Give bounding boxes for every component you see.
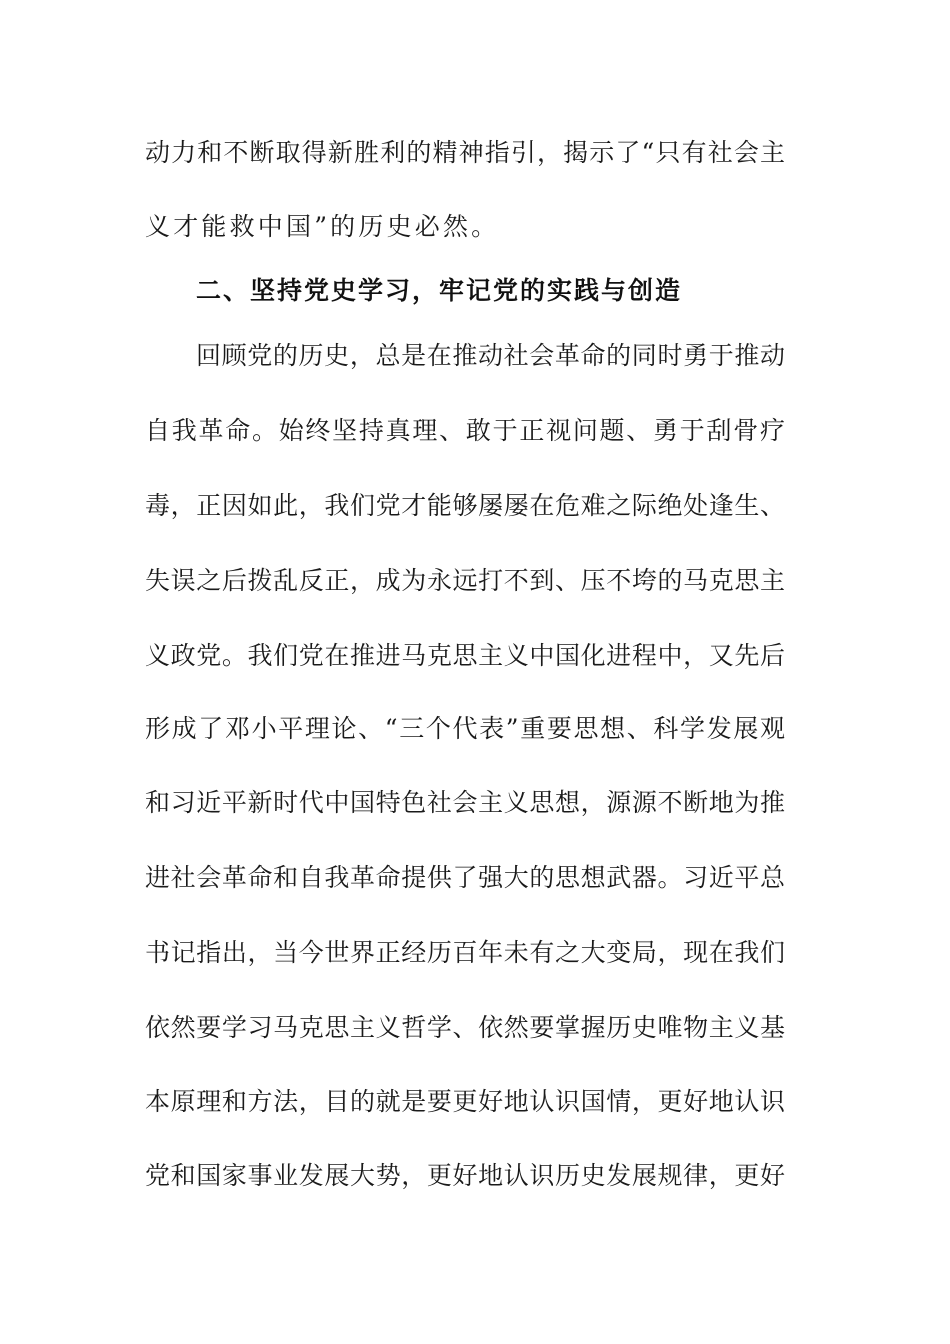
section-heading: 二、坚持党史学习，牢记党的实践与创造 [196,276,683,305]
paragraph-line: 形成了邓小平理论、“三个代表”重要思想、科学发展观 [145,714,785,743]
paragraph-line: 依然要学习马克思主义哲学、依然要掌握历史唯物主义基 [145,1013,785,1042]
paragraph-line: 书记指出，当今世界正经历百年未有之大变局，现在我们 [145,938,785,967]
paragraph-line: 进社会革命和自我革命提供了强大的思想武器。习近平总 [145,863,785,892]
paragraph-line: 毒，正因如此，我们党才能够屡屡在危难之际绝处逢生、 [145,491,785,520]
paragraph-line: 党和国家事业发展大势，更好地认识历史发展规律，更好 [145,1161,785,1190]
paragraph-line: 本原理和方法，目的就是要更好地认识国情，更好地认识 [145,1087,785,1116]
paragraph-line: 自我革命。始终坚持真理、敢于正视问题、勇于刮骨疗 [145,416,785,445]
paragraph-line: 回顾党的历史，总是在推动社会革命的同时勇于推动 [196,341,785,370]
paragraph-line: 和习近平新时代中国特色社会主义思想，源源不断地为推 [145,788,785,817]
paragraph-line: 动力和不断取得新胜利的精神指引，揭示了“只有社会主 [145,138,785,167]
paragraph-line: 义才能救中国”的历史必然。 [145,212,500,241]
paragraph-line: 义政党。我们党在推进马克思主义中国化进程中，又先后 [145,641,785,670]
paragraph-line: 失误之后拨乱反正，成为永远打不到、压不垮的马克思主 [145,566,785,595]
